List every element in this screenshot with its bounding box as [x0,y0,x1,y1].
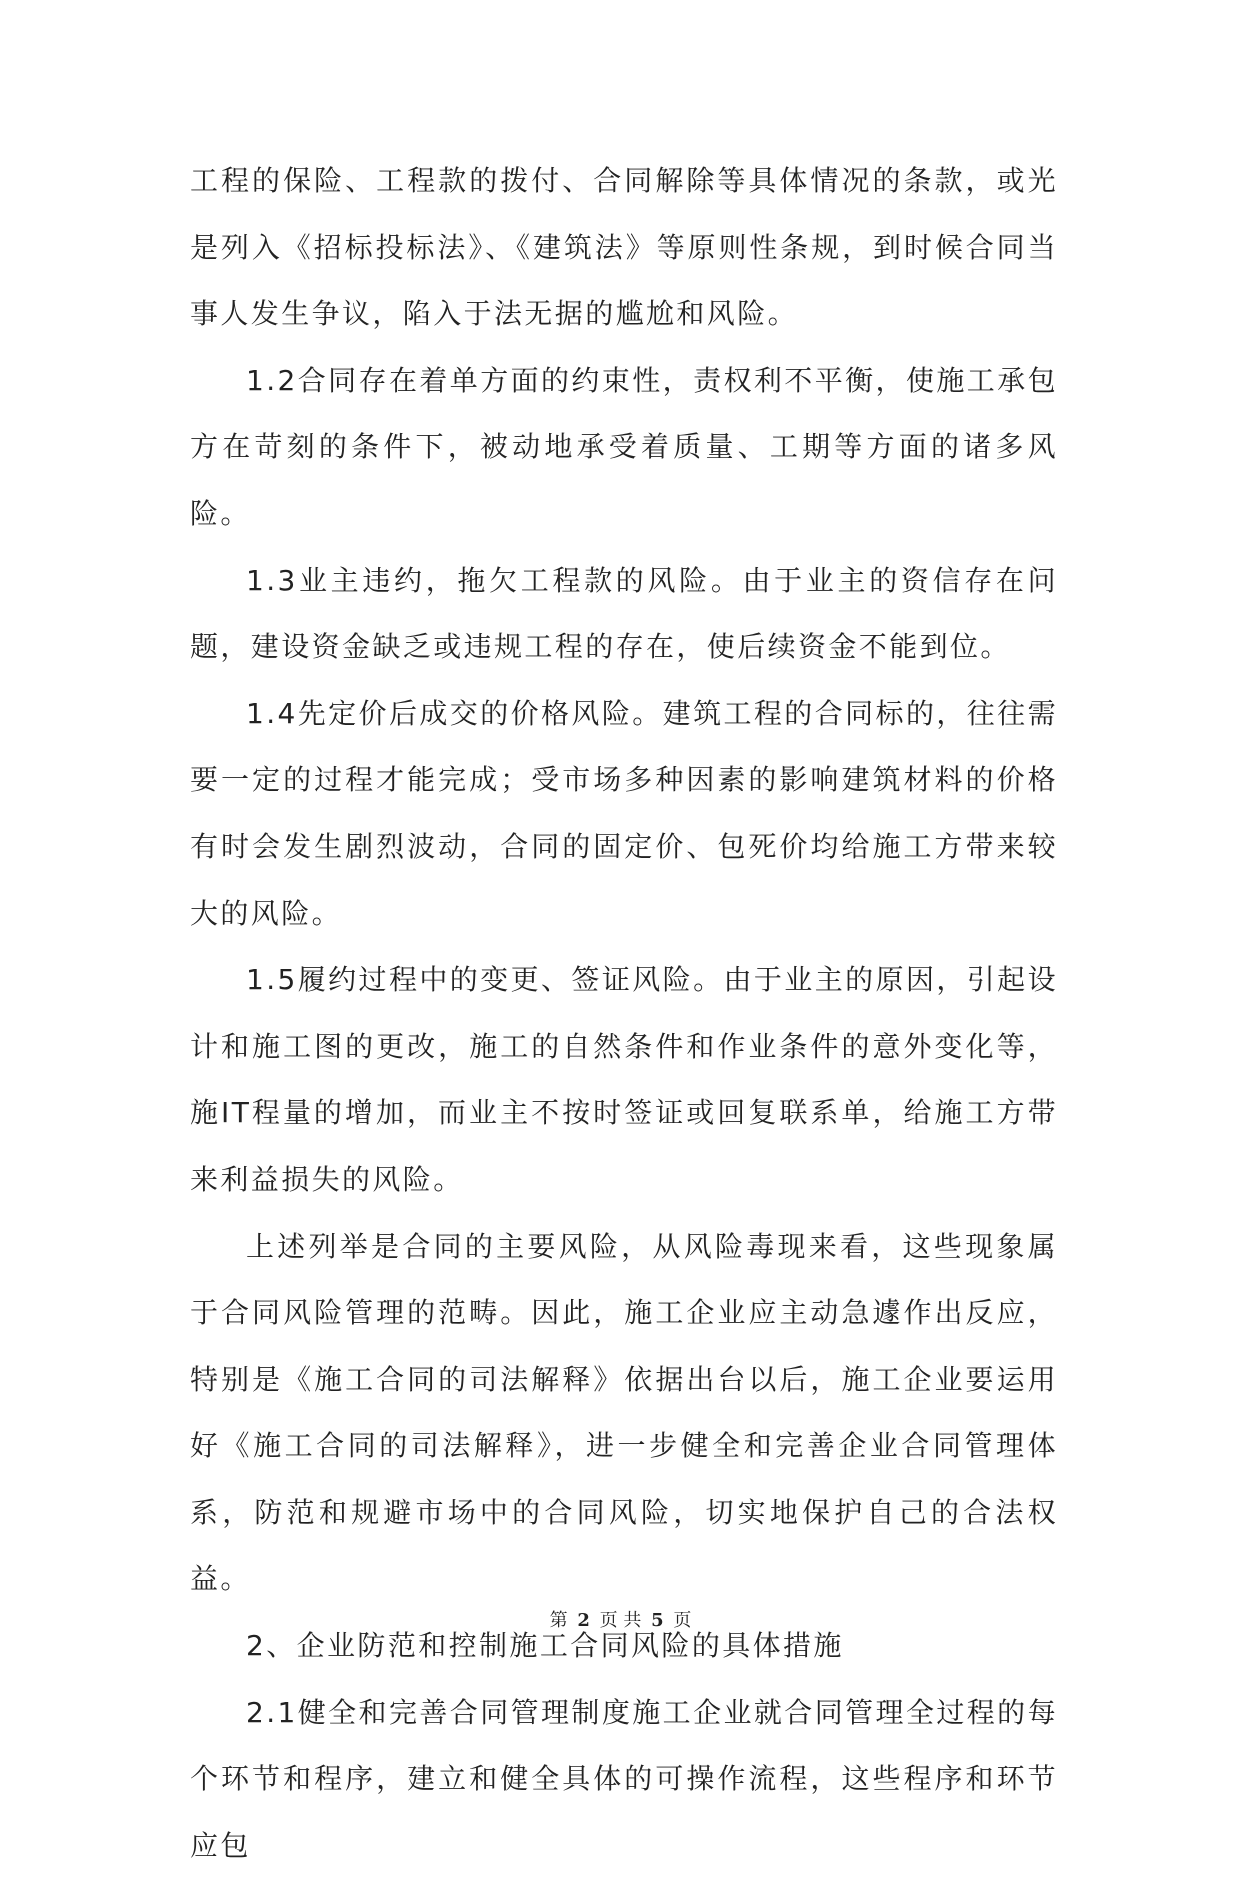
footer-current-page: 2 [577,1610,590,1631]
footer-total-pages: 5 [651,1610,664,1631]
paragraph-1-5: 1.5履约过程中的变更、签证风险。由于业主的原因，引起设计和施工图的更改，施工的自然条件和作业条件的意外变化等，施IT程量的增加，而业主不按时签证或回复联系单，给施工方带来利益损失的风险。 [190,963,1058,1196]
paragraph-continuation: 工程的保险、工程款的拨付、合同解除等具体情况的条款，或光是列入《招标投标法》、《建筑法》等原则性条规，到时候合同当事人发生争议，陷入于法无据的尴尬和风险。 [190,164,1058,331]
paragraph-summary: 上述列举是合同的主要风险，从风险毒现来看，这些现象属于合同风险管理的范畴。因此，施工企业应主动急遽作出反应，特别是《施工合同的司法解释》依据出台以后，施工企业要运用好《施工合同的司法解释》，进一步健全和完善企业合同管理体系，防范和规避市场中的合同风险，切实地保护自己的合法权益。 [190,1229,1058,1596]
page-footer [0,1606,1241,1632]
footer-suffix: 页 [673,1610,692,1631]
paragraph-1-4: 1.4先定价后成交的价格风险。建筑工程的合同标的，往往需要一定的过程才能完成；受市场多种因素的影响建筑材料的价格有时会发生剧烈波动，合同的固定价、包死价均给施工方带来较大的风险。 [190,696,1058,930]
section-heading-2: 2、企业防范和控制施工合同风险的具体措施 [246,1629,844,1663]
paragraph-1-3: 1.3业主违约，拖欠工程款的风险。由于业主的资信存在问题，建设资金缺乏或违规工程的存在，使后续资金不能到位。 [190,563,1058,664]
footer-prefix: 第 [549,1610,568,1631]
paragraph-1-2: 1.2合同存在着单方面的约束性，责权利不平衡，使施工承包方在苛刻的条件下，被动地承受着质量、工期等方面的诸多风险。 [190,363,1058,530]
footer-middle: 页 共 [599,1610,642,1631]
paragraph-2-1: 2.1健全和完善合同管理制度施工企业就合同管理全过程的每个环节和程序，建立和健全具体的可操作流程，这些程序和环节应包 [190,1695,1058,1862]
